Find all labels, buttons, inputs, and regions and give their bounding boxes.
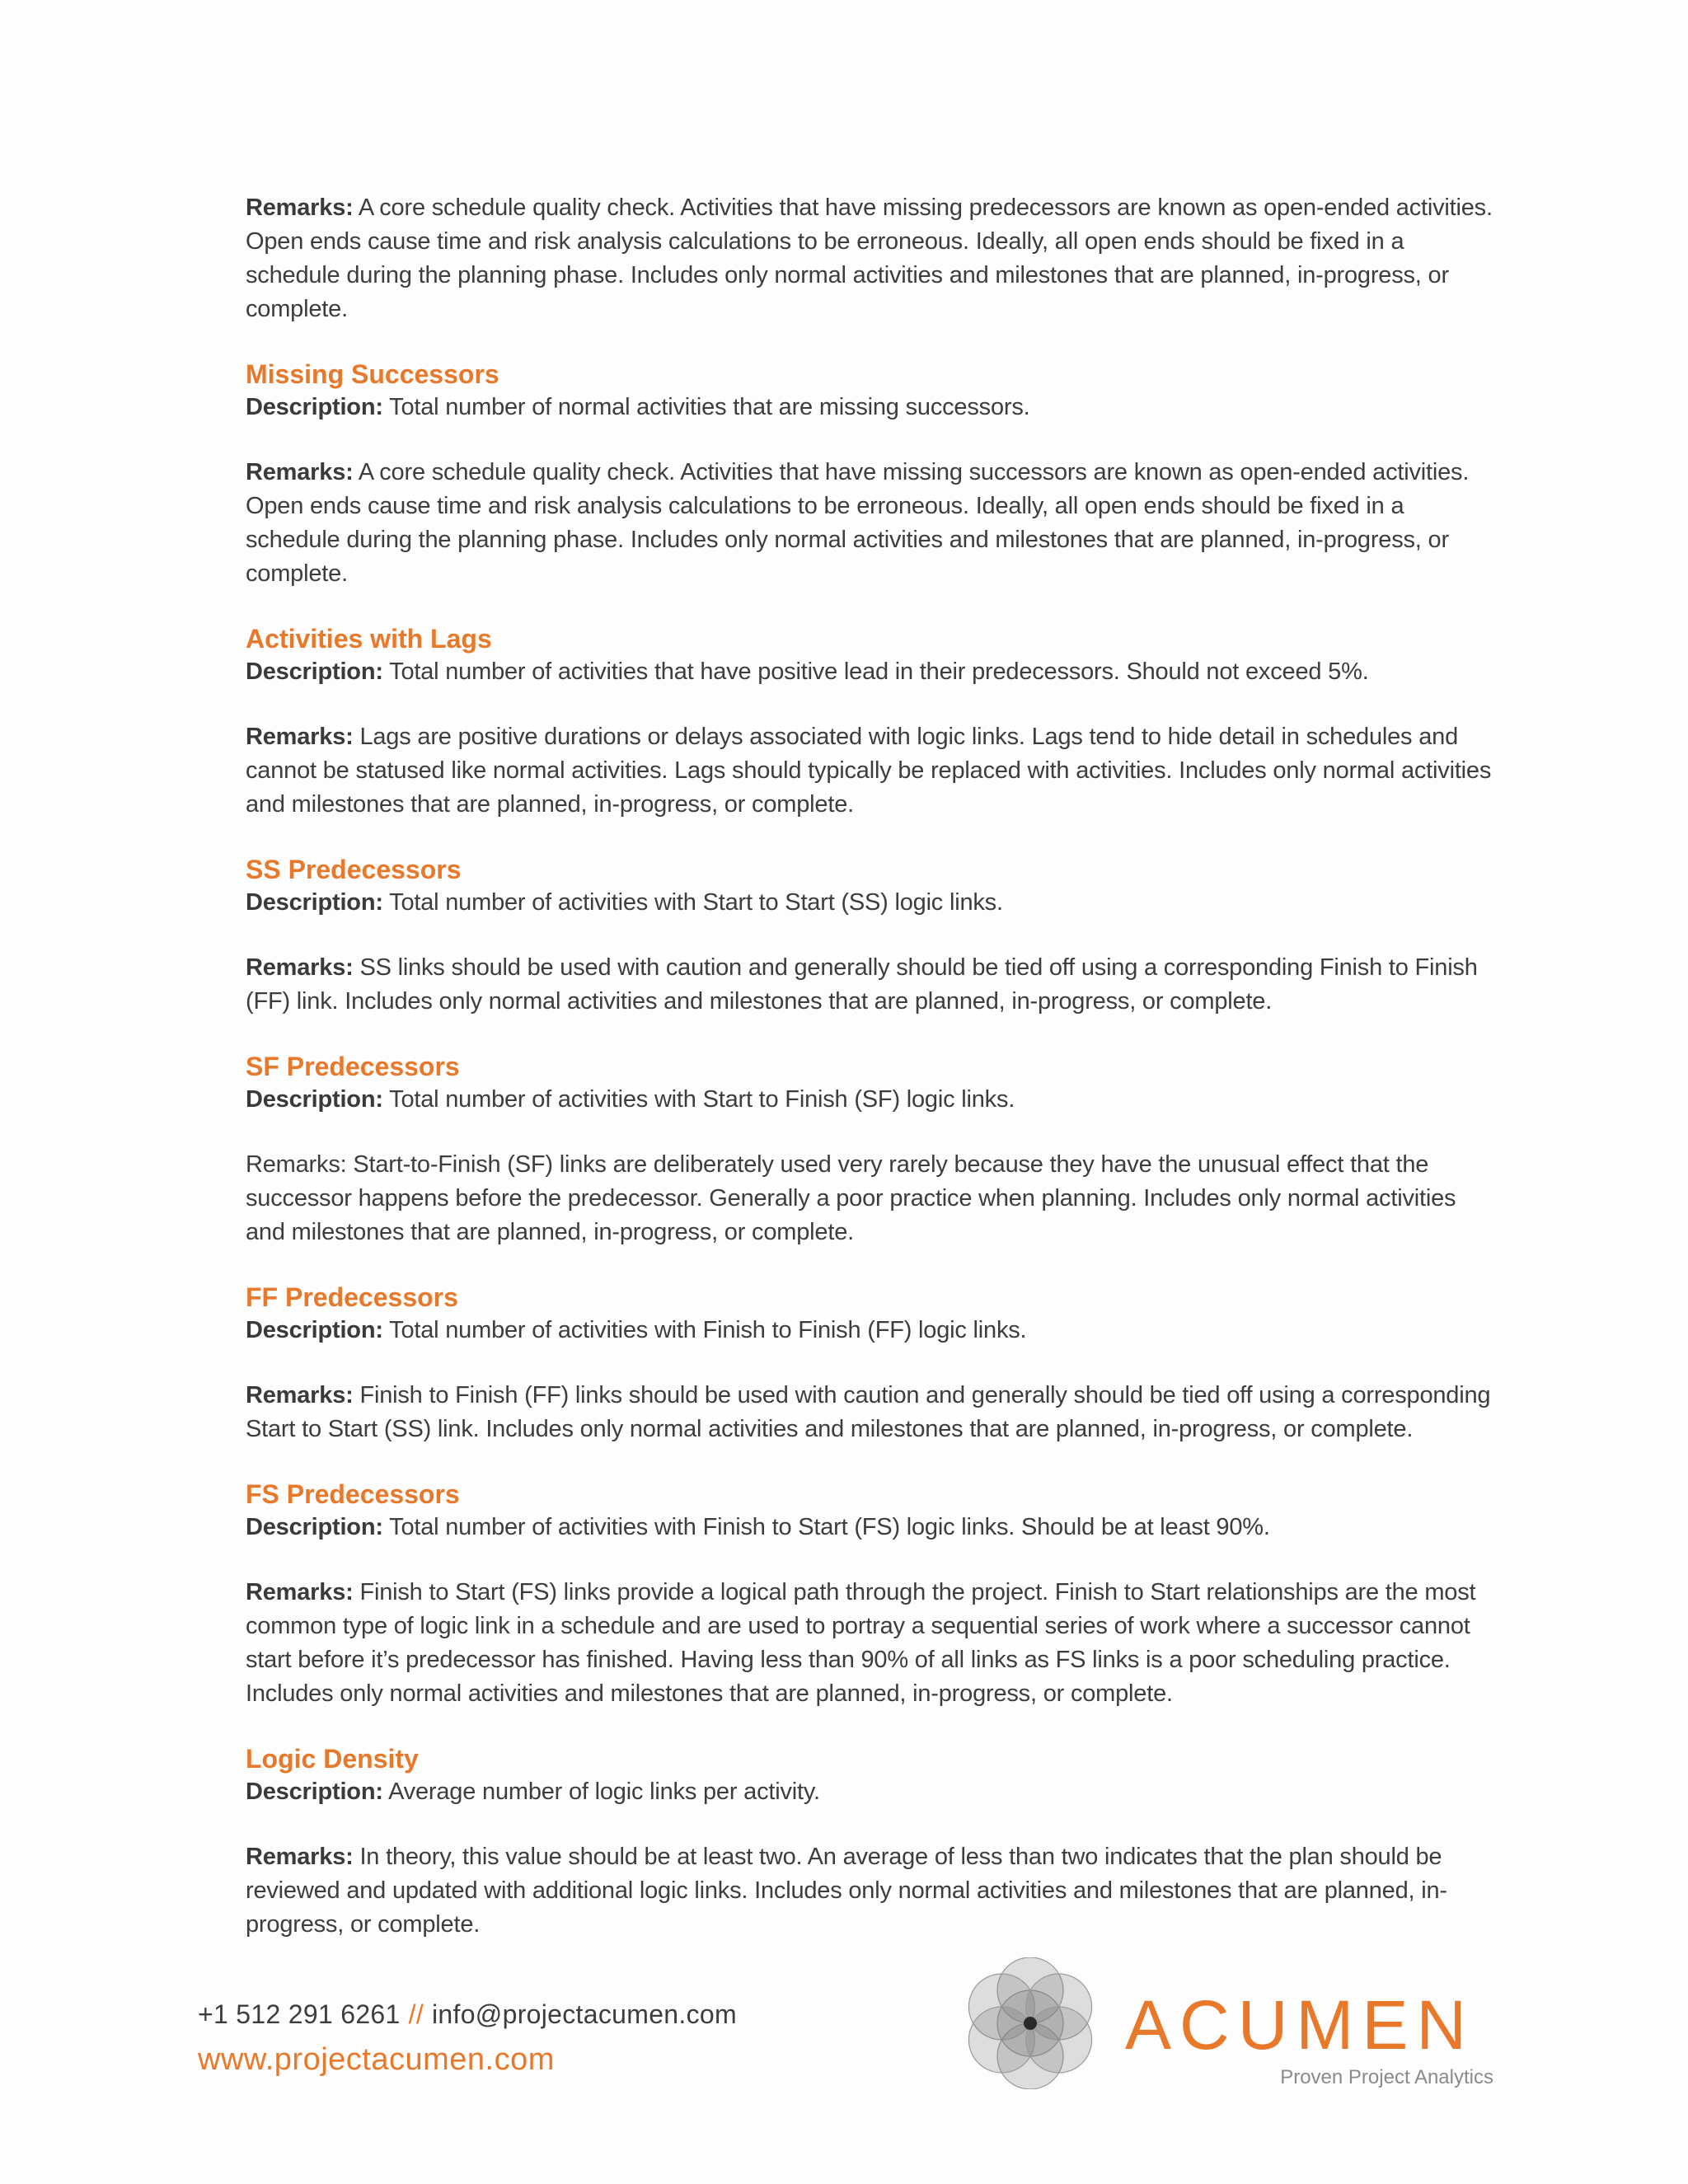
remarks-text: In theory, this value should be at least two. An average of less than two indicates that the plan should be reviewed and updated with additional logic links. Includes only normal activities and milestones that are planned, in-progress, or complete. [246,1844,1447,1938]
description-text: Average number of logic links per activity. [388,1779,820,1805]
remarks-paragraph [246,720,1498,822]
description-paragraph [246,391,1498,424]
brand-tagline: Proven Project Analytics [1280,2066,1493,2088]
remarks-label: Remarks: [246,1382,354,1408]
description-label: Description: [246,1086,383,1113]
remarks-label: Remarks: [246,1579,354,1605]
section-title: Logic Density [246,1744,419,1774]
remarks-text: Remarks: Start-to-Finish (SF) links are deliberately used very rarely because they have the unusual effect that the successor happens before the predecessor. Generally a poor practice when planning. Includes only normal activities and milestones that are planned, in-progress, or complete. [246,1151,1456,1245]
remarks-text: A core schedule quality check. Activities that have missing successors are known as open-ended activities. Open ends cause time and risk analysis calculations to be erroneous. Ideally, all open ends should be fixed in a schedule during the planning phase. Includes only normal activities and milestones that are planned, in-progress, or complete. [246,459,1470,587]
remarks-paragraph [246,1576,1498,1711]
description-text: Total number of activities that have positive lead in their predecessors. Should not exceed 5%. [389,658,1369,685]
remarks-label: Remarks: [246,724,354,750]
remarks-label: Remarks: [246,459,354,485]
description-label: Description: [246,1514,383,1540]
section-activities-with-lags [246,622,1498,822]
contact-line [198,1994,737,2034]
brand-name: ACUMEN [1125,1986,1475,2064]
section-title: SS Predecessors [246,855,462,884]
remarks-paragraph [246,1148,1498,1249]
section-ss-predecessors [246,853,1498,1019]
remarks-text: A core schedule quality check. Activities that have missing predecessors are known as open-ended activities. Open ends cause time and risk analysis calculations to be erroneous. Ideally, all open ends should be fixed in a schedule during the planning phase. Includes only normal activities and milestones that are planned, in-progress, or complete. [246,194,1493,322]
description-text: Total number of normal activities that are missing successors. [389,394,1030,420]
brand-block [1125,1986,1500,2091]
description-paragraph [246,1511,1498,1544]
website-link[interactable]: www.projectacumen.com [198,2042,555,2077]
remarks-paragraph [246,1379,1498,1446]
description-label: Description: [246,1317,383,1343]
remarks-paragraph [246,1840,1498,1942]
remarks-text: Finish to Finish (FF) links should be used with caution and generally should be tied off using a corresponding Start to Start (SS) link. Includes only normal activities and milestones that are planned, in-progress, or complete. [246,1382,1491,1442]
section-title: Activities with Lags [246,624,492,654]
email-link[interactable]: info@projectacumen.com [432,1999,737,2029]
description-paragraph [246,655,1498,689]
section-title: Missing Successors [246,359,499,389]
section-ff-predecessors [246,1281,1498,1446]
remarks-paragraph [246,951,1498,1019]
remarks-paragraph [246,456,1498,591]
section-missing-successors [246,358,1498,591]
remarks-label: Remarks: [246,1844,354,1870]
section-sf-predecessors [246,1050,1498,1249]
remarks-label: Remarks: [246,194,354,221]
description-text: Total number of activities with Start to Finish (SF) logic links. [389,1086,1015,1113]
description-label: Description: [246,889,383,916]
section-title: FS Predecessors [246,1479,460,1509]
description-paragraph [246,1083,1498,1117]
remarks-text: Lags are positive durations or delays associated with logic links. Lags tend to hide detail in schedules and cannot be statused like normal activities. Lags should typically be replaced with activities. Includes only normal activities and milestones that are planned, in-progress, or complete. [246,724,1492,818]
remarks-text: Finish to Start (FS) links provide a logical path through the project. Finish to Start relationships are the most common type of logic link in a schedule and are used to portray a sequential series of work where a successor cannot start before it’s predecessor has finished. Having less than 90% of all links as FS links is a poor scheduling practice. Includes only normal activities and milestones that are planned, in-progress, or complete. [246,1579,1476,1707]
description-label: Description: [246,1779,383,1805]
description-paragraph [246,1314,1498,1347]
description-label: Description: [246,658,383,685]
section-title: SF Predecessors [246,1052,460,1081]
description-text: Total number of activities with Finish to Start (FS) logic links. Should be at least 90%. [389,1514,1270,1540]
flower-of-life-logo-icon [964,1957,1096,2089]
description-paragraph [246,1775,1498,1809]
remarks-label: Remarks: [246,954,354,981]
description-text: Total number of activities with Finish to Finish (FF) logic links. [389,1317,1027,1343]
description-text: Total number of activities with Start to Start (SS) logic links. [389,889,1003,916]
contact-separator: // [408,1999,424,2029]
remarks-text: SS links should be used with caution and generally should be tied off using a corresponding Finish to Finish (FF) link. Includes only normal activities and milestones that are planned, in-progress, or complete. [246,954,1478,1015]
section-fs-predecessors [246,1478,1498,1711]
intro-remarks [246,191,1498,326]
section-logic-density [246,1742,1498,1942]
phone-number: +1 512 291 6261 [198,1999,401,2029]
section-title: FF Predecessors [246,1282,458,1312]
footer-contact [198,1994,737,2085]
description-paragraph [246,886,1498,920]
document-body [246,191,1498,1973]
description-label: Description: [246,394,383,420]
